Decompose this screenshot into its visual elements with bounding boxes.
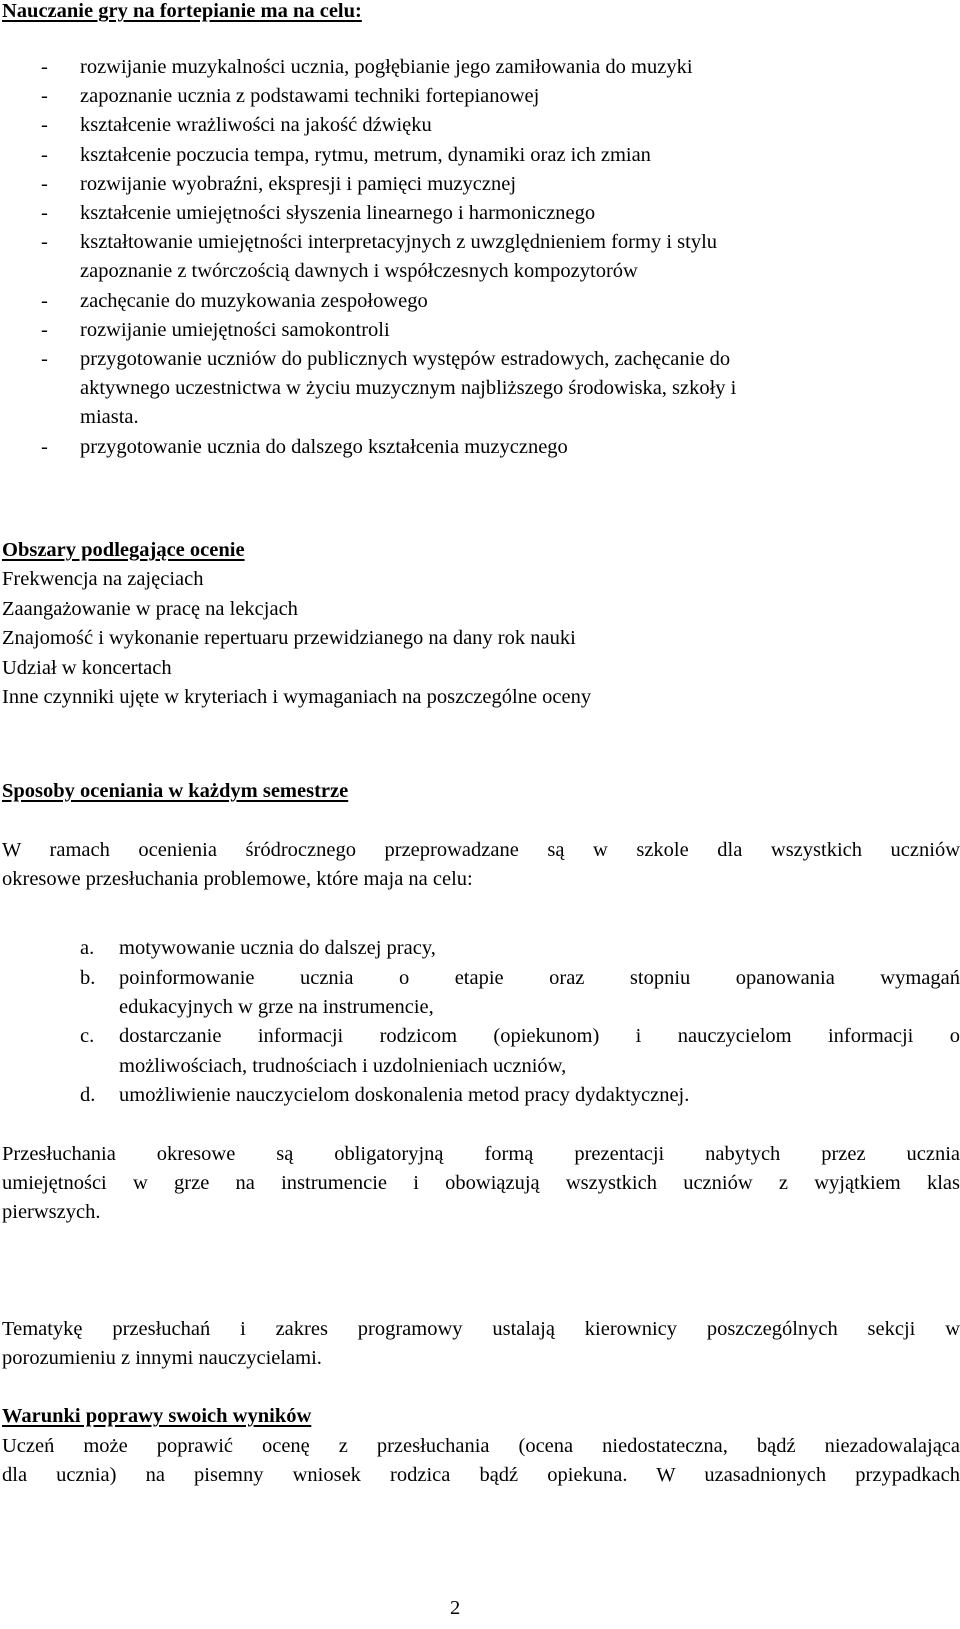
list-item-text: rozwijanie muzykalności ucznia, pogłębianie jego zamiłowania do muzyki bbox=[80, 56, 693, 78]
list-item-text: zachęcanie do muzykowania zespołowego bbox=[80, 290, 428, 312]
paragraph-line: Przesłuchania okresowe są obligatoryjną formą prezentacji nabytych przez ucznia bbox=[2, 1143, 960, 1165]
paragraph-line: pierwszych. bbox=[2, 1201, 101, 1223]
list-bullet: - bbox=[41, 173, 48, 195]
paragraph-line: Uczeń może poprawić ocenę z przesłuchania (ocena niedostateczna, bądź niezadowalająca bbox=[2, 1435, 960, 1457]
list-bullet: - bbox=[41, 319, 48, 341]
list-item: Inne czynniki ujęte w kryteriach i wymaganiach na poszczególne oceny bbox=[2, 686, 592, 708]
list-item-text: rozwijanie umiejętności samokontroli bbox=[80, 319, 390, 341]
paragraph-line: Tematykę przesłuchań i zakres programowy ustalają kierownicy poszczególnych sekcji w bbox=[2, 1318, 960, 1340]
paragraph-line: dla ucznia) na pisemny wniosek rodzica bądź opiekuna. W uzasadnionych przypadkach bbox=[2, 1464, 960, 1486]
section-heading-improve: Warunki poprawy swoich wyników bbox=[2, 1405, 312, 1427]
list-letter: c. bbox=[80, 1025, 95, 1047]
list-bullet: - bbox=[41, 348, 48, 370]
list-item-text: aktywnego uczestnictwa w życiu muzycznym najbliższego środowiska, szkoły i bbox=[80, 377, 737, 399]
list-item-text: motywowanie ucznia do dalszej pracy, bbox=[119, 937, 436, 959]
paragraph-line: okresowe przesłuchania problemowe, które maja na celu: bbox=[2, 868, 473, 890]
list-bullet: - bbox=[41, 290, 48, 312]
list-bullet: - bbox=[41, 144, 48, 166]
list-letter: b. bbox=[80, 967, 96, 989]
list-item-text: zapoznanie z twórczością dawnych i współczesnych kompozytorów bbox=[80, 260, 638, 282]
paragraph-line: porozumieniu z innymi nauczycielami. bbox=[2, 1347, 322, 1369]
section-heading-goals: Nauczanie gry na fortepianie ma na celu: bbox=[2, 0, 362, 22]
list-bullet: - bbox=[41, 231, 48, 253]
list-item-text: kształcenie umiejętności słyszenia linearnego i harmonicznego bbox=[80, 202, 596, 224]
list-bullet: - bbox=[41, 202, 48, 224]
list-item: Frekwencja na zajęciach bbox=[2, 568, 204, 590]
list-item-text: przygotowanie ucznia do dalszego kształcenia muzycznego bbox=[80, 436, 568, 458]
list-item-text: kształtowanie umiejętności interpretacyjnych z uwzględnieniem formy i stylu bbox=[80, 231, 718, 253]
list-item-text: edukacyjnych w grze na instrumencie, bbox=[119, 996, 434, 1018]
list-bullet: - bbox=[41, 56, 48, 78]
list-letter: a. bbox=[80, 937, 95, 959]
list-item-text: przygotowanie uczniów do publicznych występów estradowych, zachęcanie do bbox=[80, 348, 731, 370]
list-item: Znajomość i wykonanie repertuaru przewidzianego na dany rok nauki bbox=[2, 627, 576, 649]
list-item-text: rozwijanie wyobraźni, ekspresji i pamięci muzycznej bbox=[80, 173, 517, 195]
list-item-text: umożliwienie nauczycielom doskonalenia metod pracy dydaktycznej. bbox=[119, 1084, 690, 1106]
section-heading-assessment: Obszary podlegające ocenie bbox=[2, 539, 245, 561]
list-bullet: - bbox=[41, 436, 48, 458]
list-item: Zaangażowanie w pracę na lekcjach bbox=[2, 598, 298, 620]
list-bullet: - bbox=[41, 85, 48, 107]
list-item-text: poinformowanie ucznia o etapie oraz stopniu opanowania wymagań bbox=[119, 967, 960, 989]
list-bullet: - bbox=[41, 114, 48, 136]
list-item-text: dostarczanie informacji rodzicom (opiekunom) i nauczycielom informacji o bbox=[119, 1025, 960, 1047]
list-letter: d. bbox=[80, 1084, 96, 1106]
list-item-text: możliwościach, trudnościach i uzdolnieniach uczniów, bbox=[119, 1055, 567, 1077]
section-heading-methods: Sposoby oceniania w każdym semestrze bbox=[2, 780, 349, 802]
list-item: Udział w koncertach bbox=[2, 657, 172, 679]
paragraph-line: umiejętności w grze na instrumencie i obowiązują wszystkich uczniów z wyjątkiem klas bbox=[2, 1172, 960, 1194]
list-item-text: kształcenie wrażliwości na jakość dźwięku bbox=[80, 114, 432, 136]
paragraph-line: W ramach ocenienia śródrocznego przeprowadzane są w szkole dla wszystkich uczniów bbox=[2, 839, 960, 861]
list-item-text: miasta. bbox=[80, 406, 139, 428]
list-item-text: kształcenie poczucia tempa, rytmu, metrum, dynamiki oraz ich zmian bbox=[80, 144, 651, 166]
page-number: 2 bbox=[450, 1597, 461, 1619]
list-item-text: zapoznanie ucznia z podstawami techniki fortepianowej bbox=[80, 85, 540, 107]
